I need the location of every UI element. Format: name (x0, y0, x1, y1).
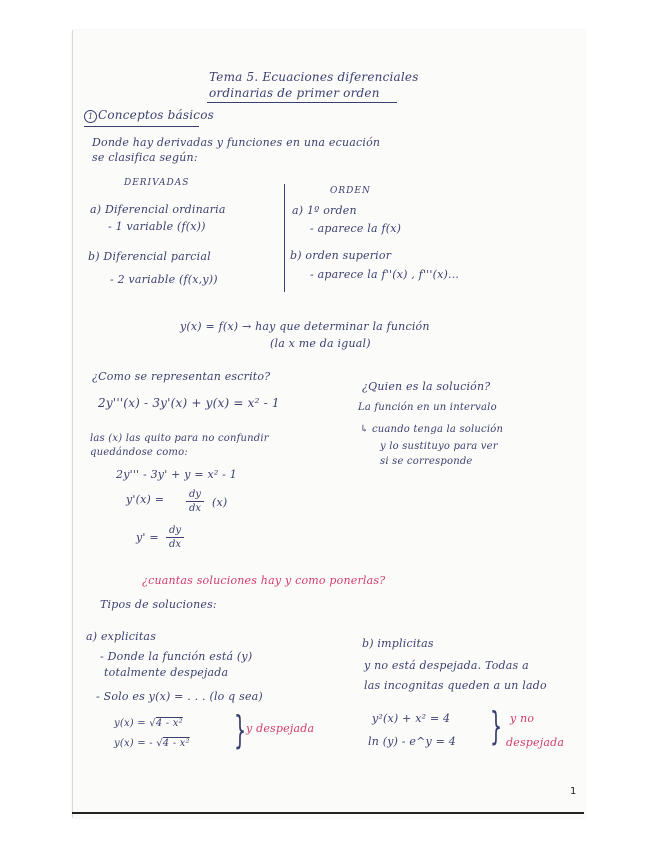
eq1-lhs: y(x) = (114, 718, 146, 729)
eq1-radicand: 4 - x² (155, 718, 183, 729)
explicitas-l2: totalmente despejada (104, 666, 229, 679)
explicitas-eq1 (114, 718, 183, 729)
derivadas-b: b) Diferencial parcial (88, 250, 211, 263)
section-underline (84, 126, 199, 127)
orden-a: a) 1º orden (292, 204, 357, 217)
explicitas-side: y despejada (246, 722, 315, 735)
explicitas-l1: - Donde la función está (y) (100, 650, 253, 663)
como-question: ¿Como se representan escrito? (92, 370, 271, 383)
title-line1: Tema 5. Ecuaciones diferenciales (209, 70, 419, 84)
quien-l2: ↳ cuando tenga la solución (360, 424, 504, 435)
eq3-denominator: dx (188, 503, 202, 514)
quien-l1: La función en un intervalo (358, 402, 497, 413)
explicitas-title: a) explicitas (86, 630, 157, 643)
derivadas-header: DERIVADAS (124, 178, 190, 188)
quien-l3: y lo sustituyo para ver (380, 441, 498, 452)
sqrt-icon: √ (156, 738, 163, 749)
como-note2: quedándose como: (90, 447, 188, 458)
section-title: Conceptos básicos (98, 108, 214, 122)
explicitas-eq2 (114, 738, 190, 749)
right-brace-icon: } (234, 708, 247, 752)
orden-a-sub: - aparece la f(x) (310, 222, 402, 235)
eq4-lhs: y' = (136, 531, 159, 544)
eq4-fraction (166, 525, 184, 550)
implicitas-eq1: y²(x) + x² = 4 (372, 712, 451, 725)
eq3-numerator: dy (188, 489, 202, 500)
explicitas-l3: - Solo es y(x) = . . . (lo q sea) (96, 690, 263, 703)
implicitas-eq2: ln (y) - e^y = 4 (368, 735, 456, 748)
derivadas-a-sub: - 1 variable (f(x)) (108, 220, 206, 233)
orden-header: ORDEN (330, 186, 371, 196)
fraction-bar (166, 537, 184, 538)
eq2-radicand: 4 - x² (162, 738, 190, 749)
eq4-denominator: dx (168, 539, 182, 550)
implicitas-l1: y no está despejada. Todas a (364, 659, 529, 672)
orden-b: b) orden superior (290, 249, 392, 262)
eq4-numerator: dy (168, 525, 182, 536)
sqrt-icon: √ (149, 718, 156, 729)
page-number: 1 (570, 786, 577, 797)
quien-l4: si se corresponde (380, 456, 473, 467)
yfx-line1: y(x) = f(x) → hay que determinar la función (180, 320, 430, 333)
cuantas-question: ¿cuantas soluciones hay y como ponerlas? (142, 574, 386, 587)
como-eq: 2y'''(x) - 3y'(x) + y(x) = x² - 1 (98, 396, 280, 410)
fraction-bar (186, 501, 204, 502)
right-brace-icon: } (490, 704, 503, 748)
tipos-heading: Tipos de soluciones: (100, 598, 217, 611)
derivadas-b-sub: - 2 variable (f(x,y)) (110, 273, 218, 286)
implicitas-side2: despejada (506, 736, 565, 749)
title-line2: ordinarias de primer orden (209, 86, 380, 100)
column-divider (284, 184, 285, 292)
page-edge (72, 812, 584, 814)
derivadas-a: a) Diferencial ordinaria (90, 203, 226, 216)
yfx-line2: (la x me da igual) (270, 337, 371, 350)
intro-line2: se clasifica según: (92, 151, 198, 164)
orden-b-sub: - aparece la f''(x) , f'''(x)... (310, 268, 460, 281)
como-note1: las (x) las quito para no confundir (90, 433, 269, 444)
eq3-lhs: y'(x) = (126, 493, 165, 506)
section-number: 1 (84, 110, 97, 123)
eq3-fraction (186, 489, 204, 514)
eq2-lhs: y(x) = - (114, 738, 153, 749)
implicitas-side1: y no (510, 712, 535, 725)
title-underline (207, 102, 397, 103)
quien-question: ¿Quien es la solución? (362, 380, 491, 393)
implicitas-title: b) implicitas (362, 637, 434, 650)
como-eq2: 2y''' - 3y' + y = x² - 1 (116, 468, 237, 481)
intro-line1: Donde hay derivadas y funciones en una ecuación (92, 136, 381, 149)
implicitas-l2: las incognitas queden a un lado (364, 679, 547, 692)
eq3-rhs: (x) (212, 496, 228, 509)
